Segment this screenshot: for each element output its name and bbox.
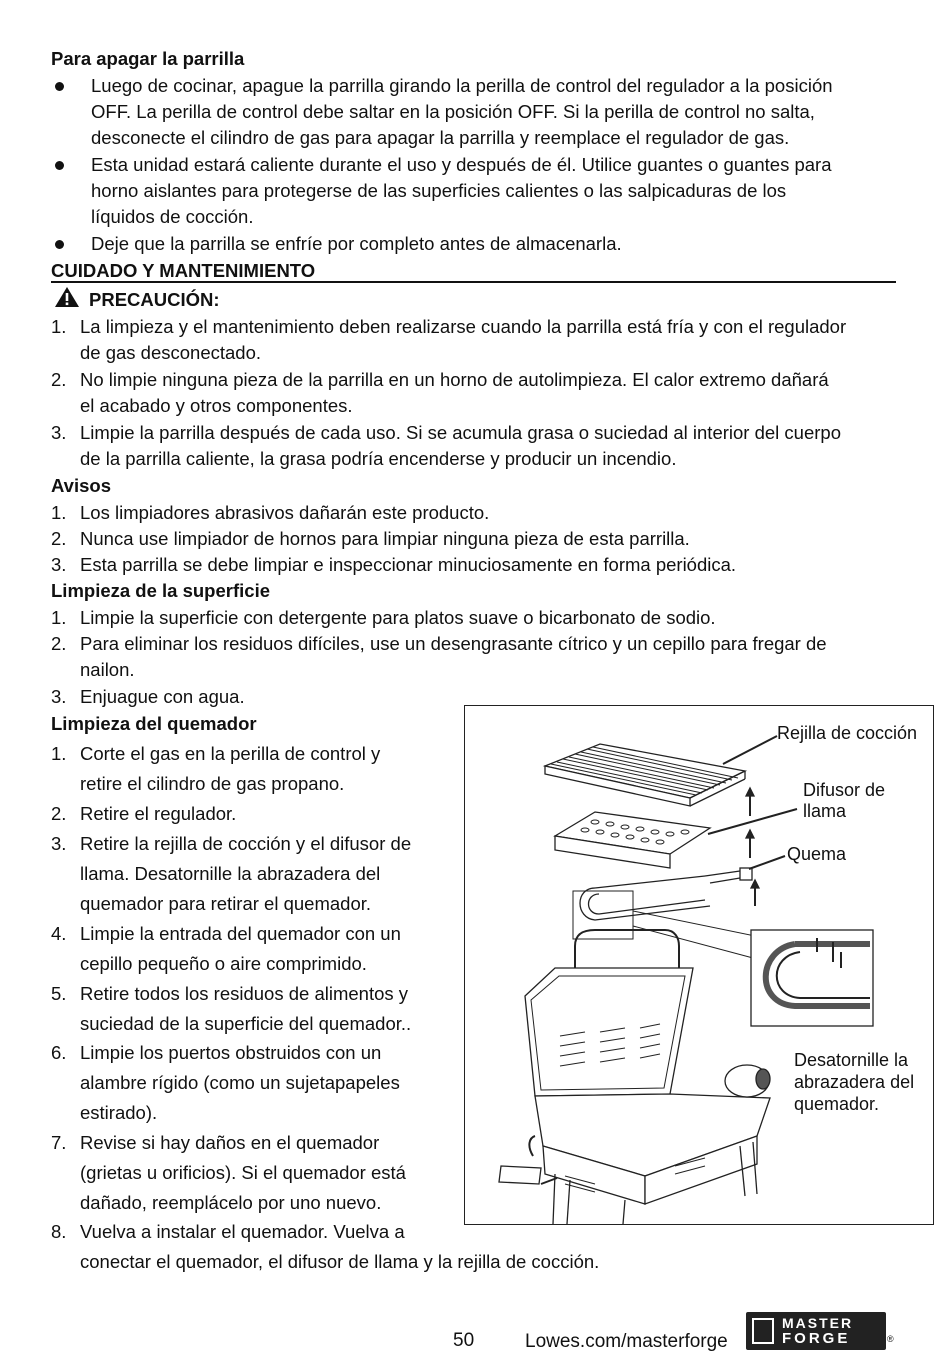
care-item-line: de gas desconectado. [80, 342, 262, 363]
care-item-line: La limpieza y el mantenimiento deben realizarse cuando la parrilla está fría y con el regulador [80, 316, 847, 337]
item-number: 1. [51, 316, 67, 337]
burner-item-line: Limpie la entrada del quemador con un [80, 923, 401, 944]
item-number: 3. [51, 833, 67, 854]
notice-item: Esta parrilla se debe limpiar e inspeccionar minuciosamente en forma periódica. [80, 554, 737, 575]
bullet-line: Luego de cocinar, apague la parrilla girando la perilla de control del regulador a la posición [91, 75, 833, 96]
burner-item-line: quemador para retirar el quemador. [80, 893, 372, 914]
bullet-line: desconecte el cilindro de gas para apagar la parrilla y reemplace el regulador de gas. [91, 127, 790, 148]
heading-rule [51, 281, 896, 283]
section-heading-care: CUIDADO Y MANTENIMIENTO [51, 260, 316, 281]
burner-item-line: Limpie los puertos obstruidos con un [80, 1042, 382, 1063]
section-heading-turn-off: Para apagar la parrilla [51, 48, 245, 69]
burner-drawing [573, 868, 752, 939]
item-number: 3. [51, 686, 67, 707]
notice-item: Los limpiadores abrasivos dañarán este producto. [80, 502, 490, 523]
cooking-grate-drawing [545, 744, 745, 806]
item-number: 1. [51, 743, 67, 764]
logo-emblem [752, 1318, 774, 1344]
footer-website: Lowes.com/masterforge [525, 1331, 728, 1352]
surface-item-line: nailon. [80, 659, 135, 680]
surface-item-line: Limpie la superficie con detergente para platos suave o bicarbonato de sodio. [80, 607, 716, 628]
warning-icon [54, 286, 80, 308]
burner-item-line: Revise si hay daños en el quemador [80, 1132, 380, 1153]
surface-item-line: Enjuague con agua. [80, 686, 245, 707]
bullet-line: Deje que la parrilla se enfríe por completo antes de almacenarla. [91, 233, 622, 254]
bullet [55, 82, 64, 91]
item-number: 3. [51, 554, 67, 575]
bullet-line: horno aislantes para protegerse de las superficies calientes o las salpicaduras de los [91, 180, 787, 201]
label-unscrew-bracket: abrazadera del [794, 1072, 915, 1092]
burner-item-line: llama. Desatornille la abrazadera del [80, 863, 381, 884]
burner-item-line: estirado). [80, 1102, 158, 1123]
item-number: 2. [51, 803, 67, 824]
item-number: 2. [51, 369, 67, 390]
burner-item-line: dañado, reemplácelo por uno nuevo. [80, 1192, 382, 1213]
bullet-line: OFF. La perilla de control debe saltar en la posición OFF. Si la perilla de control no salta, [91, 101, 815, 122]
burner-item-line: retire el cilindro de gas propano. [80, 773, 345, 794]
logo-text-bottom: FORGE [782, 1330, 851, 1347]
label-burner: Quema [787, 844, 847, 864]
notice-item: Nunca use limpiador de hornos para limpiar ninguna pieza de esta parrilla. [80, 528, 690, 549]
item-number: 1. [51, 502, 67, 523]
burner-item-line: (grietas u orificios). Si el quemador está [80, 1162, 406, 1183]
surface-item-line: Para eliminar los residuos difíciles, use un desengrasante cítrico y un cepillo para fregar de [80, 633, 827, 654]
bullet-line: Esta unidad estará caliente durante el uso y después de él. Utilice guantes o guantes para [91, 154, 832, 175]
item-number: 8. [51, 1221, 67, 1242]
section-heading-surface: Limpieza de la superficie [51, 580, 270, 601]
logo-text-top: MASTER [782, 1315, 854, 1331]
label-cooking-grate: Rejilla de cocción [777, 723, 918, 743]
registered-mark: ® [887, 1334, 894, 1344]
grill-body-drawing [499, 930, 770, 1224]
page-number: 50 [453, 1330, 475, 1351]
burner-bracket-detail [751, 930, 873, 1026]
item-number: 6. [51, 1042, 67, 1063]
grill-diagram [464, 705, 934, 1225]
burner-item-line: suciedad de la superficie del quemador.. [80, 1013, 412, 1034]
master-forge-logo [746, 1312, 886, 1350]
burner-item-line: Retire el regulador. [80, 803, 237, 824]
item-number: 2. [51, 528, 67, 549]
care-item-line: Limpie la parrilla después de cada uso. Si se acumula grasa o suciedad al interior del cuerpo [80, 422, 841, 443]
section-heading-notices: Avisos [51, 475, 111, 496]
burner-item-line: conectar el quemador, el difusor de llama y la rejilla de cocción. [80, 1251, 600, 1272]
section-heading-burner: Limpieza del quemador [51, 713, 257, 734]
item-number: 3. [51, 422, 67, 443]
item-number: 7. [51, 1132, 67, 1153]
burner-item-line: Vuelva a instalar el quemador. Vuelva a [80, 1221, 405, 1242]
care-item-line: No limpie ninguna pieza de la parrilla en un horno de autolimpieza. El calor extremo dañará [80, 369, 829, 390]
item-number: 2. [51, 633, 67, 654]
burner-item-line: Retire la rejilla de cocción y el difusor de [80, 833, 412, 854]
item-number: 4. [51, 923, 67, 944]
item-number: 1. [51, 607, 67, 628]
label-flame-diffuser: llama [803, 801, 847, 821]
item-number: 5. [51, 983, 67, 1004]
bullet-line: líquidos de cocción. [91, 206, 254, 227]
label-flame-diffuser: Difusor de [803, 780, 886, 800]
bullet [55, 240, 64, 249]
flame-diffuser-drawing [555, 812, 710, 868]
burner-item-line: Retire todos los residuos de alimentos y [80, 983, 409, 1004]
label-unscrew-bracket: Desatornille la [794, 1050, 909, 1070]
caution-label: PRECAUCIÓN: [89, 289, 220, 310]
burner-item-line: cepillo pequeño o aire comprimido. [80, 953, 367, 974]
care-item-line: el acabado y otros componentes. [80, 395, 353, 416]
care-item-line: de la parrilla caliente, la grasa podría encenderse y producir un incendio. [80, 448, 677, 469]
bullet [55, 161, 64, 170]
label-unscrew-bracket: quemador. [794, 1094, 880, 1114]
assembly-arrows [746, 788, 759, 906]
burner-item-line: alambre rígido (como un sujetapapeles [80, 1072, 400, 1093]
burner-item-line: Corte el gas en la perilla de control y [80, 743, 381, 764]
